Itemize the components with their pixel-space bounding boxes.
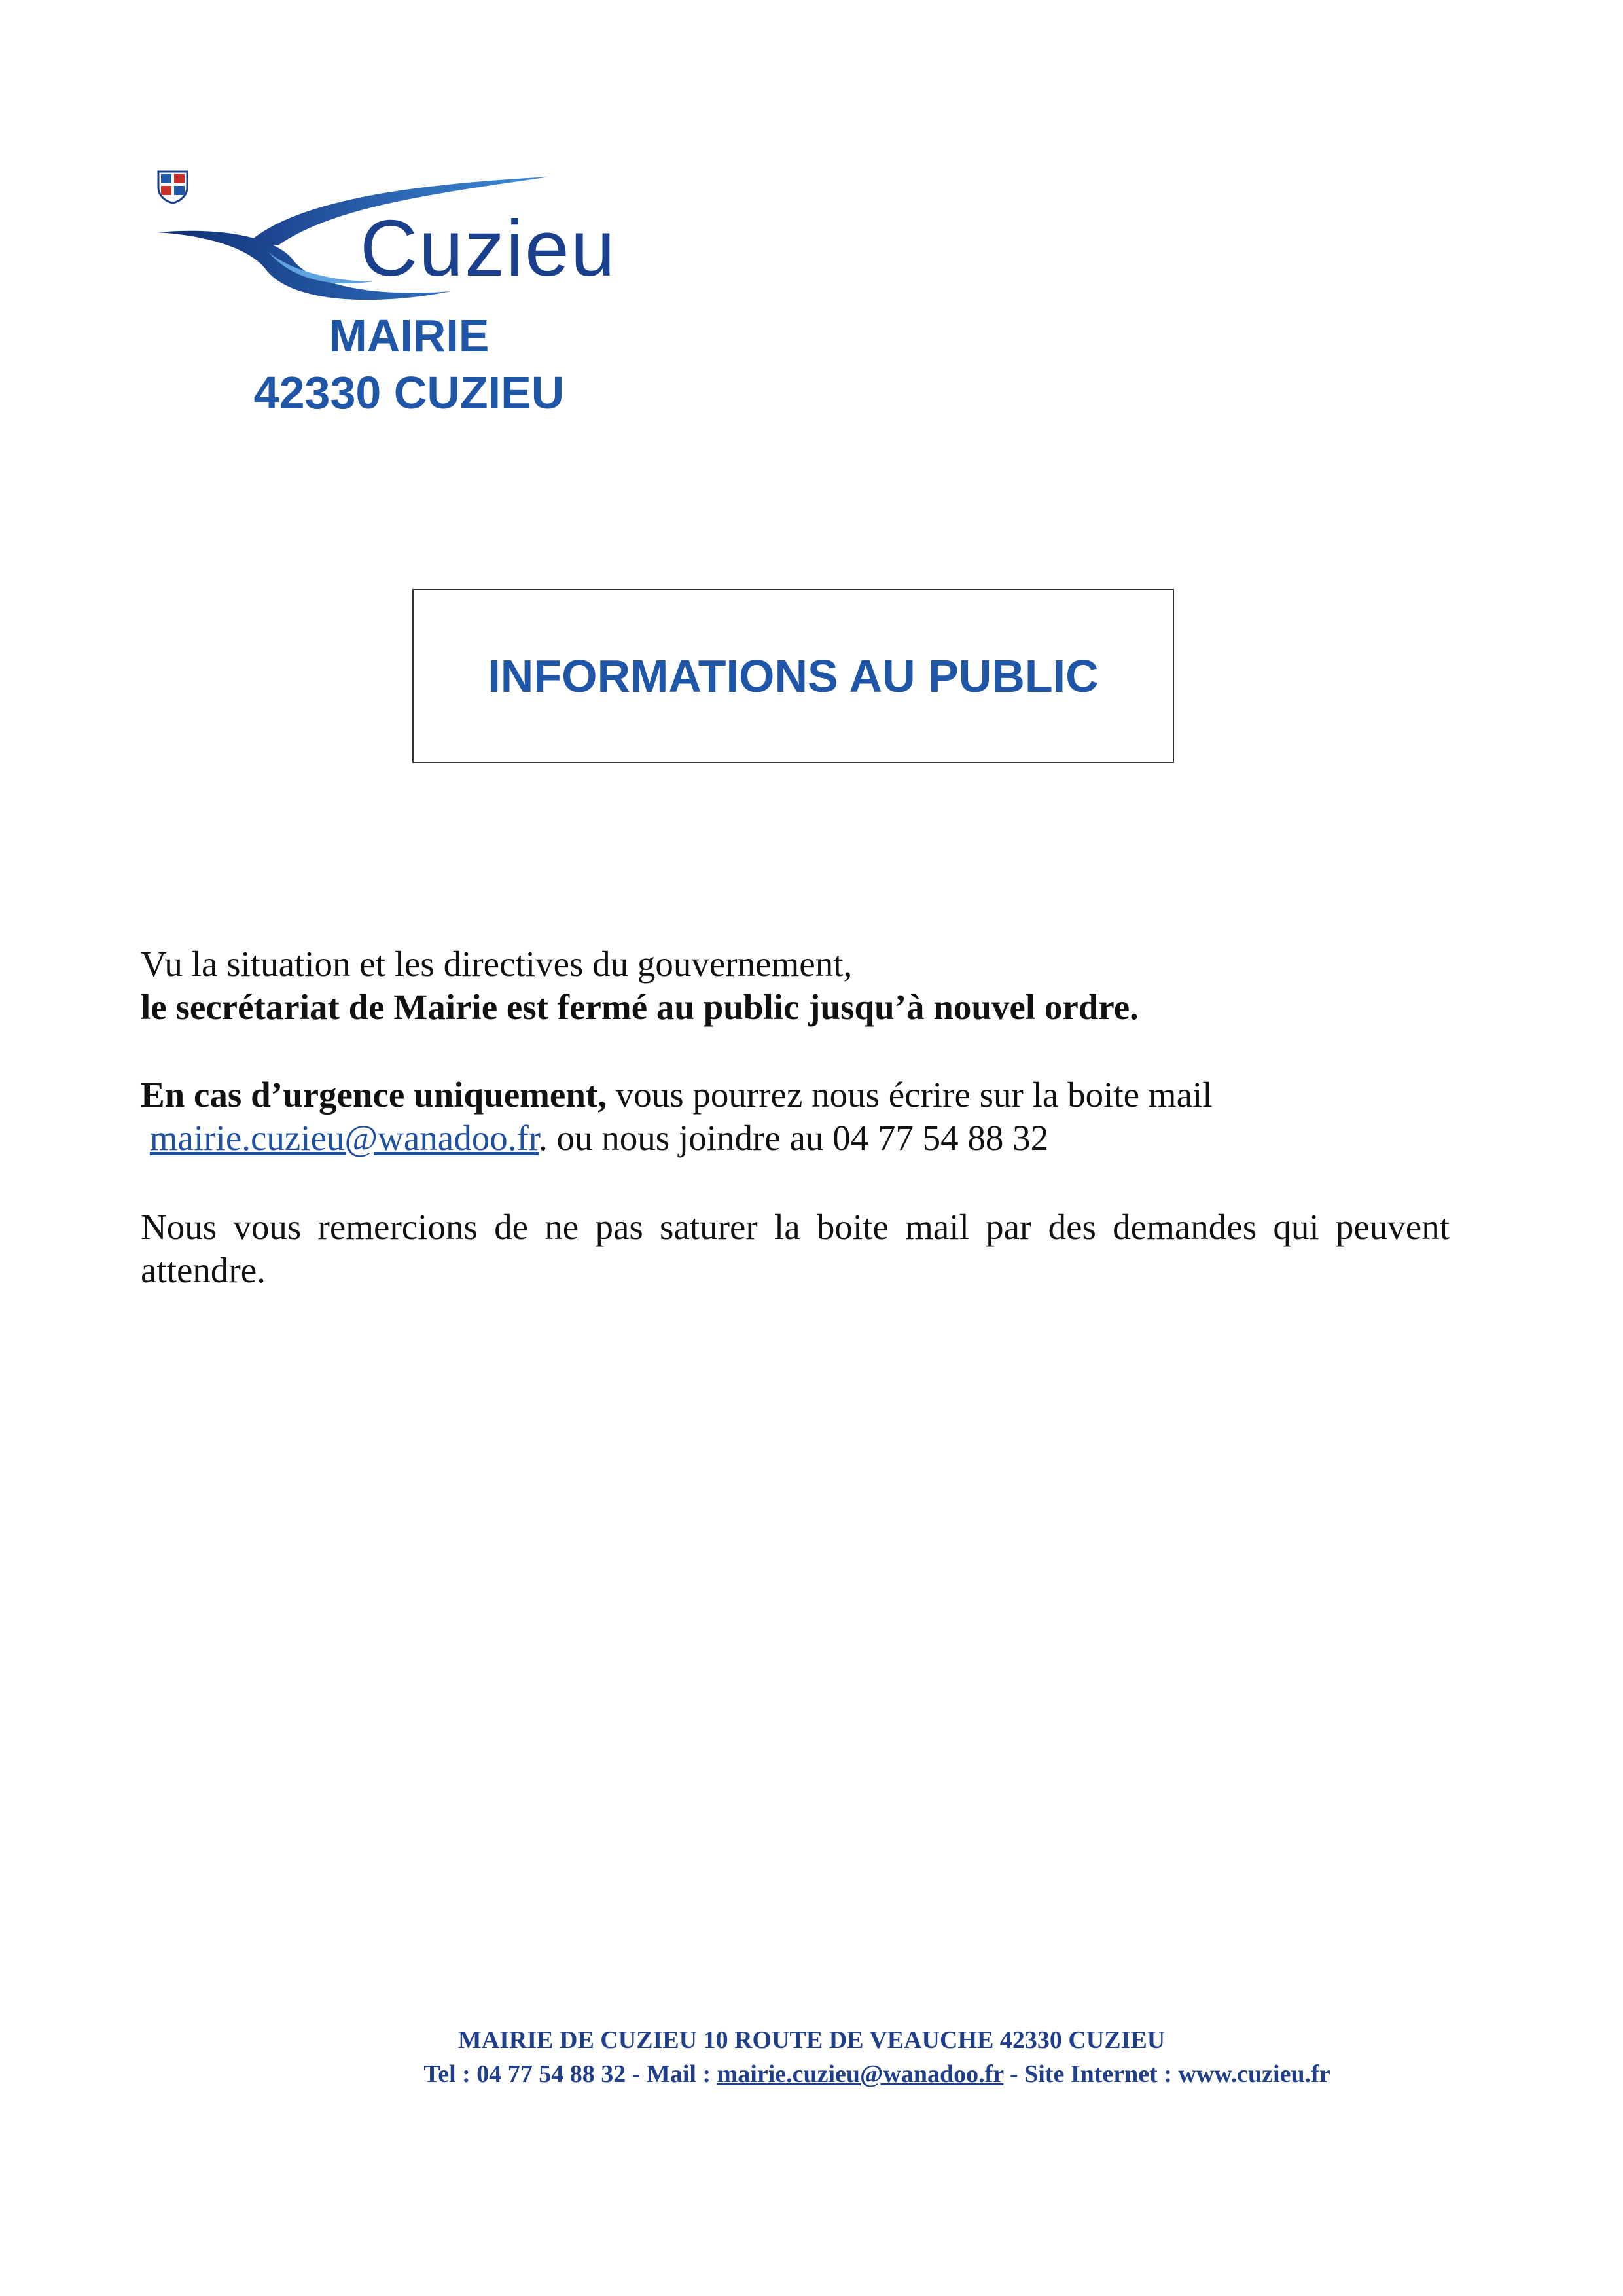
email-link[interactable]: mairie.cuzieu@wanadoo.fr	[149, 1118, 539, 1158]
footer-email-link[interactable]: mairie.cuzieu@wanadoo.fr	[717, 2060, 1004, 2088]
footer-contact	[65, 2062, 1623, 2087]
title-box	[412, 589, 1174, 763]
crest-icon	[157, 170, 188, 204]
situation-text: Vu la situation et les directives du gouvernement,	[141, 944, 853, 984]
header-postcode-city: 42330 CUZIEU	[253, 367, 565, 418]
phone-text: . ou nous joindre au 04 77 54 88 32	[539, 1118, 1049, 1158]
closure-notice: le secrétariat de Mairie est fermé au public jusqu’à nouvel ordre.	[141, 987, 1139, 1027]
header-mairie: MAIRIE	[329, 310, 490, 361]
request-text: Nous vous remercions de ne pas saturer la boite mail par des demandes qui peuvent attendre.	[141, 1207, 1450, 1290]
emergency-text: vous pourrez nous écrire sur la boite mail	[607, 1075, 1213, 1115]
footer-address: MAIRIE DE CUZIEU 10 ROUTE DE VEAUCHE 42330 CUZIEU	[457, 2026, 1166, 2054]
logo-wordmark: Cuzieu	[360, 204, 616, 293]
cuzieu-logo	[157, 170, 615, 321]
page-title: INFORMATIONS AU PUBLIC	[488, 651, 1099, 702]
paragraph-emergency	[141, 1073, 1450, 1160]
footer-site: - Site Internet : www.cuzieu.fr	[1003, 2060, 1330, 2088]
paragraph-situation	[141, 942, 1450, 1029]
paragraph-request	[141, 1206, 1450, 1292]
footer-tel: Tel : 04 77 54 88 32 - Mail :	[423, 2060, 717, 2088]
emergency-lead: En cas d’urgence uniquement,	[141, 1075, 607, 1115]
